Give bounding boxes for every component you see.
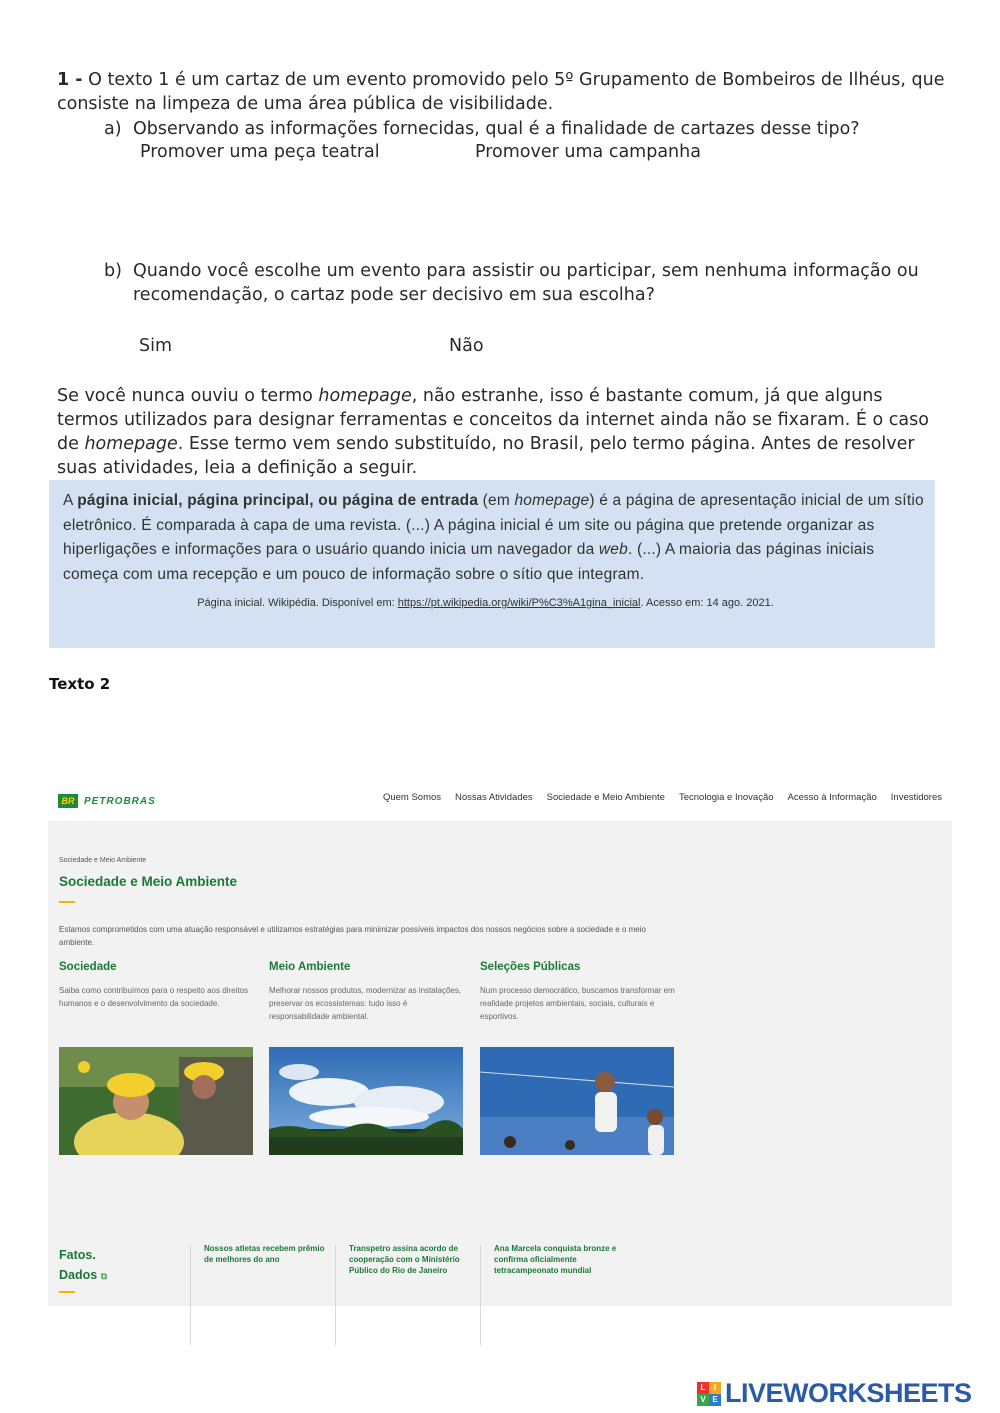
site-content [48,821,952,1306]
item-a-text: Observando as informações fornecidas, qual é a finalidade de cartazes desse tipo? [133,119,860,139]
source-prefix: Página inicial. Wikipédia. Disponível em: [197,597,398,609]
site-navbar [48,783,952,821]
fatos-underline [59,1291,75,1293]
definition-em: web [598,541,628,558]
definition-bold: página inicial, página principal, ou página de entrada [77,492,479,509]
definition-part: . (...) A maioria das páginas iniciais começa com uma recepção e um pouco de informação sobre o sítio que integram. [63,541,875,583]
column-desc: Saiba como contribuímos para o respeito aos direitos humanos e o desenvolvimento da sociedade. [59,986,248,1008]
petrobras-screenshot [48,783,952,1306]
paragraph-em: homepage [84,434,178,454]
news-item[interactable]: Nossos atletas recebem prêmio de melhores do ano [204,1244,325,1264]
menu-sociedade-meio-ambiente[interactable]: Sociedade e Meio Ambiente [546,792,665,803]
news-separator [480,1245,481,1345]
menu-quem-somos[interactable]: Quem Somos [382,792,442,803]
paragraph-part: Se você nunca ouviu o termo [57,386,319,406]
liveworksheets-watermark [697,1378,972,1409]
definition-source [63,597,908,609]
sociedade-image[interactable] [59,1047,253,1155]
column-title[interactable]: Sociedade [59,961,117,973]
petrobras-logo[interactable] [58,794,156,808]
option-peca-teatral[interactable]: Promover uma peça teatral [140,142,380,162]
page-title: Sociedade e Meio Ambiente [59,874,238,889]
column-sociedade[interactable] [59,961,254,1010]
question-1-intro [57,68,947,116]
meio-ambiente-image[interactable] [269,1047,463,1155]
liveworksheets-text: LIVEWORKSHEETS [725,1378,972,1408]
logo-wordmark: PETROBRAS [84,795,156,807]
definition-text [63,489,925,587]
menu-acesso-informacao[interactable]: Acesso à Informação [787,792,877,803]
definition-part: (em [478,492,515,509]
definition-part: A [63,492,78,509]
paragraph-part: , não estranhe, isso é bastante comum, já que alguns termos utilizados para designar ferramentas e conceitos da internet ainda não se fixaram. É o caso de [57,386,929,454]
definition-part: ) é a página de apresentação inicial de um sítio eletrônico. É comparada à capa de uma revista. (...) A página inicial é um site ou página que pretende organizar as hiperligações e informações para o usuário quando inicia um navegador da [63,492,924,558]
item-a-label: a) [104,119,122,139]
fatos-label: Fatos. [59,1248,96,1262]
external-link-icon: ⧉ [100,1271,108,1281]
menu-investidores[interactable]: Investidores [890,792,942,803]
site-menu [383,792,942,803]
column-title[interactable]: Meio Ambiente [269,961,351,973]
column-desc: Melhorar nossos produtos, modernizar as instalações, preservar os ecossistemas: tudo isso é responsabilidade ambiental. [269,986,462,1021]
column-selecoes-publicas[interactable] [480,961,675,1023]
news-item[interactable]: Transpetro assina acordo de cooperação com o Ministério Público do Rio de Janeiro [349,1244,460,1275]
question-number: 1 - [57,70,83,90]
dados-text: Dados [59,1268,98,1282]
breadcrumb[interactable]: Sociedade e Meio Ambiente [59,857,147,864]
liveworksheets-logo-icon: L I V E [697,1382,721,1406]
fatos-dados-heading[interactable] [59,1245,107,1286]
column-desc: Num processo democrático, buscamos transformar em realidade projetos ambientais, sociais, culturais e esportivos. [480,986,675,1021]
source-link[interactable]: https://pt.wikipedia.org/wiki/P%C3%A1gina_inicial [397,597,641,609]
news-separator [190,1245,191,1345]
page-lead: Estamos comprometidos com uma atuação responsável e utilizamos estratégias para minimizar possíveis impactos dos nossos negócios sobre a sociedade e o meio ambiente. [59,925,646,947]
news-item[interactable]: Ana Marcela conquista bronze e confirma oficialmente tetracampeonato mundial [494,1244,617,1275]
menu-tecnologia-inovacao[interactable]: Tecnologia e Inovação [678,792,774,803]
paragraph-em: homepage [318,386,412,406]
br-logo-icon: BR [58,794,78,808]
column-meio-ambiente[interactable] [269,961,464,1023]
question-1-text: O texto 1 é um cartaz de um evento promovido pelo 5º Grupamento de Bombeiros de Ilhéus, que consiste na limpeza de uma área pública de visibilidade. [57,70,945,114]
title-underline [59,901,75,903]
column-title[interactable]: Seleções Públicas [480,961,581,973]
news-separator [335,1245,336,1345]
option-campanha[interactable]: Promover uma campanha [475,142,701,162]
option-nao[interactable]: Não [449,336,484,356]
option-sim[interactable]: Sim [139,336,173,356]
menu-nossas-atividades[interactable]: Nossas Atividades [455,792,533,803]
definition-em: homepage [514,492,590,509]
item-b-text: Quando você escolhe um evento para assistir ou participar, sem nenhuma informação ou recomendação, o cartaz pode ser decisivo em sua escolha? [133,261,919,305]
paragraph-part: . Esse termo vem sendo substituído, no Brasil, pelo termo página. Antes de resolver suas atividades, leia a definição a seguir. [57,434,915,478]
selecoes-publicas-image[interactable] [480,1047,674,1155]
source-suffix: . Acesso em: 14 ago. 2021. [640,597,774,609]
homepage-paragraph [57,384,945,480]
dados-label [59,1265,107,1286]
item-b-label: b) [104,261,122,281]
texto-2-label: Texto 2 [49,675,111,693]
